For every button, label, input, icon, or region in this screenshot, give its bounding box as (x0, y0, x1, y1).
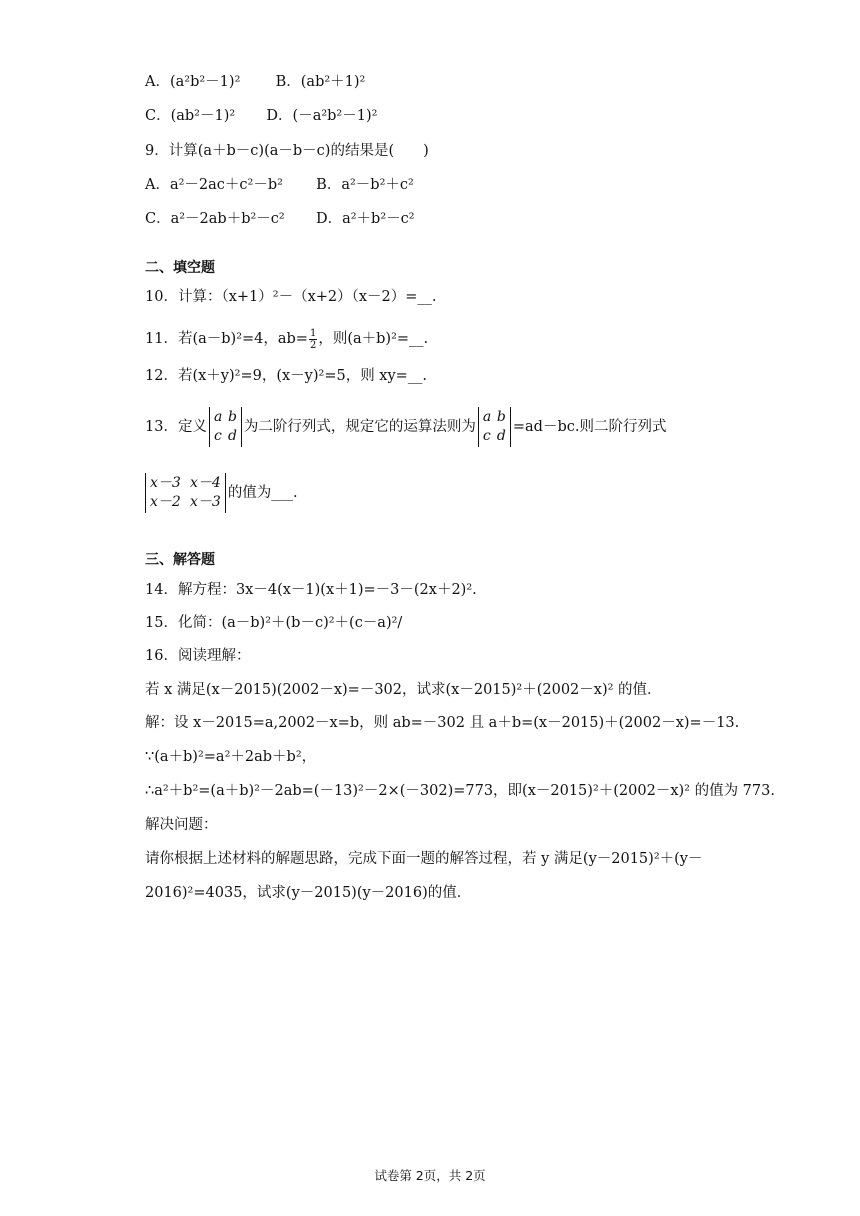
q8-option-d: D．(－a²b²－1)² (266, 108, 378, 124)
q8-option-c: C．(ab²－1)² (145, 108, 236, 124)
q11-frac-numerator: 1 (309, 327, 317, 339)
q14: 14．解方程：3x－4(x－1)(x＋1)=－3－(2x＋2)². (145, 582, 477, 598)
section2-heading: 二、填空题 (145, 260, 215, 276)
determinant-x (145, 473, 226, 513)
q16-line1: 若 x 满足(x－2015)(2002－x)=－302，试求(x－2015)²＋(2002－x)² 的值． (145, 682, 662, 698)
q11-fraction (309, 328, 317, 351)
det2-a: a (482, 409, 492, 425)
q9-option-c: C．a²－2ab＋b²－c² (145, 211, 285, 227)
det-b: b (227, 409, 237, 425)
q8-option-b: B．(ab²＋1)² (275, 74, 366, 90)
q16-line4: ∴a²＋b²=(a＋b)²－2ab=(－13)²－2×(－302)=773，即(x－2015)²＋(2002－x)² 的值为 773. (145, 783, 775, 799)
det-x-22: x－3 (190, 494, 221, 510)
q12: 12．若(x＋y)²=9，(x－y)²=5，则 xy=__. (145, 368, 427, 384)
q13-mid: 为二阶行列式，规定它的运算法则为 (243, 419, 476, 435)
q8-options-cd (145, 106, 377, 126)
determinant-abcd-2 (478, 407, 511, 447)
q11-post: ，则(a＋b)²=__. (318, 331, 429, 347)
q11 (145, 322, 428, 356)
q13-line1 (145, 405, 666, 449)
q9-option-b: B．a²－b²＋c² (316, 177, 414, 193)
q13-pre: 13．定义 (145, 419, 207, 435)
q9-options-cd (145, 209, 415, 229)
q16-line7: 2016)²=4035，试求(y－2015)(y－2016)的值． (145, 885, 472, 901)
q8-option-a: A．(a²b²－1)² (145, 74, 241, 90)
det-a: a (213, 409, 223, 425)
determinant-abcd (209, 407, 242, 447)
q11-pre: 11．若(a－b)²=4，ab= (145, 331, 308, 347)
det2-c: c (482, 428, 491, 444)
q16-line3: ∵(a＋b)²=a²＋2ab＋b²， (145, 749, 317, 765)
q13-line2 (145, 470, 298, 516)
q10: 10．计算：（x+1）²－（x+2）（x－2）=__. (145, 289, 437, 305)
q16-line6: 请你根据上述材料的解题思路，完成下面一题的解答过程，若 y 满足(y－2015)²＋(y－ (145, 851, 703, 867)
det-x-21: x－2 (150, 494, 181, 510)
det-d: d (227, 428, 237, 444)
q8-options-ab (145, 72, 365, 92)
det-x-11: x－3 (150, 475, 181, 491)
det2-b: b (496, 409, 506, 425)
q13-post: =ad－bc.则二阶行列式 (512, 419, 667, 435)
det-c: c (213, 428, 222, 444)
q9-option-a: A．a²－2ac＋c²－b² (145, 177, 283, 193)
q16-line5: 解决问题： (145, 817, 218, 833)
q16-line2: 解：设 x－2015=a,2002－x=b，则 ab=－302 且 a＋b=(x－2015)＋(2002－x)=－13. (145, 715, 740, 731)
section3-heading: 三、解答题 (145, 552, 215, 568)
q15: 15．化简：(a－b)²＋(b－c)²＋(c－a)²/ (145, 615, 403, 631)
det-x-12: x－4 (190, 475, 221, 491)
det2-d: d (496, 428, 506, 444)
page-footer: 试卷第 2页，共 2页 (374, 1168, 486, 1183)
q9-option-d: D．a²＋b²－c² (315, 211, 415, 227)
q9-stem: 9．计算(a＋b－c)(a－b－c)的结果是( ) (145, 143, 429, 159)
q13-tail: 的值为___. (227, 485, 298, 501)
q16: 16．阅读理解： (145, 648, 251, 664)
q9-options-ab (145, 175, 414, 195)
q11-frac-denominator: 2 (309, 339, 317, 351)
